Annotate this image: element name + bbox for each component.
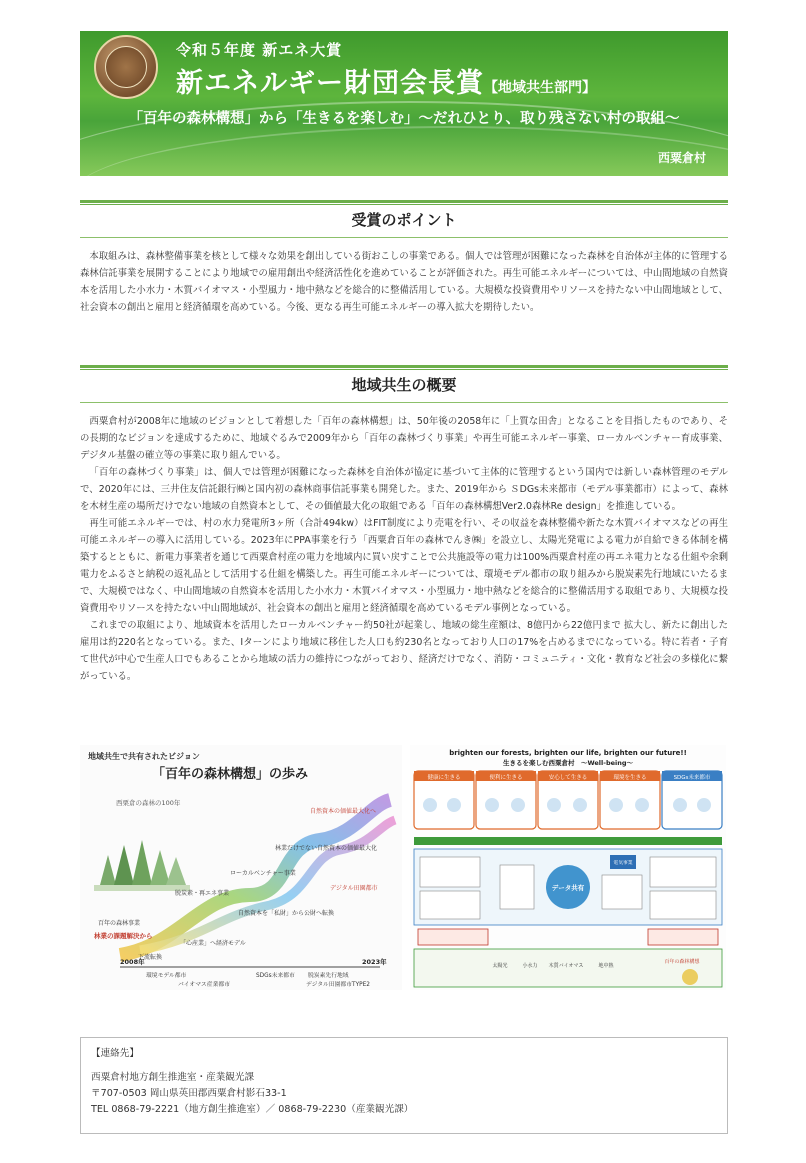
- overview-paragraph: これまでの取組により、地域資本を活用したローカルベンチャー約50社が起業し、地域の総生産額は、8億円から22億円まで 拡大し、新たに創出した雇用は約220名となっている。また、Iターンにより地域に移住した人口も約230名となっており人口の17%を占めるまでになっている。特に若者・子育て世代が中心で生産人口でもあることから地域の活力の維持につながっており、経済だけでなく、消防・コミュニティ・文化・教育など社会の多様化に繋がっている。: [80, 620, 728, 682]
- box-label: 健康に生きる: [427, 775, 461, 781]
- box-label: 太陽光: [492, 963, 508, 969]
- box-label: 地中熱: [598, 963, 614, 969]
- overview-body: [80, 413, 728, 685]
- forest-illustration: [94, 840, 190, 891]
- award-subtitle: 令和５年度 新エネ大賞: [176, 41, 343, 59]
- points-paragraph: 本取組みは、森林整備事業を核として様々な効果を創出している街おこしの事業である。個人では管理が困難になった森林を自治体が主体的に管理する森林信託事業を展開することにより地域での雇用創出や経済活性化を進めていることが評価された。再生可能エネルギーについては、中山間地域の自然資本を活用した小水力・木質バイオマス・小型風力・地中熱などを総合的に整備活用している。大規模な投資費用やリソースを持たない中山間地域として、社会資本の創出と雇用と経済循環を高めている。今後、更なる再生可能エネルギーの導入拡大を期待したい。: [80, 251, 728, 313]
- caption-title: 「百年の森林構想」の歩み: [152, 767, 309, 782]
- box-label: 電気事業: [613, 861, 633, 866]
- points-heading: 受賞のポイント: [351, 211, 457, 229]
- label-7: デジタル田園都市: [330, 885, 378, 892]
- contact-address: 〒707-0503 岡山県英田郡西粟倉村影石33-1: [91, 1088, 287, 1099]
- label-6: 自然資本を「私財」から公財へ転換: [238, 910, 335, 917]
- contact-tel: TEL 0868-79-2221（地方創生推進室）／ 0868-79-2230（産業観光課）: [91, 1104, 414, 1115]
- label-8: 「心産業」へ経済モデル: [180, 940, 246, 947]
- overview-paragraph: 西粟倉村が2008年に地域のビジョンとして着想した「百年の森林構想」は、50年後の2058年に「上質な田舎」となることを目指したものであり、その長期的なビジョンを達成するために、地域ぐるみで2009年から「百年の森林づくり事業」や再生可能エネルギー事業、ローカルベンチャー育成事業、デジタル基盤の確立等の事業に取り組んでいる。: [80, 416, 728, 461]
- box-label: 小水力: [522, 963, 538, 969]
- box-label: 安心して生きる: [548, 775, 588, 781]
- overview-paragraph: 「百年の森林づくり事業」は、個人では管理が困難になった森林を自治体が協定に基づいて主体的に管理するという国内では新しい森林管理のモデルで、2020年には、三井住友信託銀行㈱と国内初の森林商事信託事業も開発した。また、2019年から ＳDGs未来都市（モデル事業都市）によって、森林を木材生産の場所だけでない地域の自然資本として、その価値最大化の取組である「百年の森林構想Ver2.0森林Re design」を推進している。: [80, 467, 728, 512]
- center-label: データ共有: [551, 884, 585, 892]
- award-seal-icon: [94, 35, 158, 99]
- box-label: 便利に生きる: [489, 775, 523, 781]
- award-banner: [80, 31, 728, 176]
- label-2: ローカルベンチャー事業: [230, 870, 296, 877]
- box-label: 環境を生きる: [613, 775, 647, 781]
- points-body: [80, 248, 728, 316]
- contact-label: 【連絡先】: [91, 1048, 139, 1059]
- award-headline: 「百年の森林構想」から「生きるを楽しむ」～だれひとり、取り残さない村の取組～: [128, 110, 680, 127]
- timeline-start: 2008年: [120, 958, 145, 966]
- timeline-item: 環境モデル都市: [146, 973, 187, 979]
- award-title-text: 新エネルギー財団会長賞: [176, 68, 484, 99]
- label-0: 林業の課題解決から: [94, 932, 153, 940]
- label-5: 林業だけでない自然資本の価値最大化: [275, 845, 378, 852]
- timeline-item: デジタル田園都市TYPE2: [306, 982, 370, 988]
- wellbeing-diagram-figure: [410, 745, 726, 990]
- wellbeing-diagram-graphic: [410, 745, 726, 990]
- contact-org: 西粟倉村地方創生推進室・産業観光課: [91, 1072, 255, 1083]
- label-4: 自然資本の価値最大化へ: [310, 808, 377, 815]
- green-band: [414, 837, 722, 845]
- overview-heading: 地域共生の概要: [351, 376, 457, 394]
- label-1: 百年の森林事業: [98, 920, 141, 927]
- vision-timeline-figure: [80, 745, 402, 990]
- award-dept: 【地域共生部門】: [484, 80, 596, 96]
- overview-header: [80, 365, 728, 403]
- timeline-item: 脱炭素先行地域: [308, 973, 349, 979]
- forest-label: 西栗倉の森林の100年: [116, 799, 181, 807]
- vision-timeline-graphic: [80, 745, 402, 990]
- award-title: [176, 61, 596, 100]
- diagram-subtitle: 生きるを楽しむ西粟倉村 ～Well-being～: [502, 759, 634, 767]
- label-9: 下流転換: [138, 954, 163, 961]
- label-3: 脱炭素・再エネ事業: [175, 890, 230, 897]
- contact-box: [80, 1037, 728, 1134]
- timeline-item: バイオマス産業都市: [178, 982, 230, 988]
- points-header: [80, 200, 728, 238]
- award-recipient: 西粟倉村: [657, 151, 706, 165]
- box-label: 百年の森林構想: [664, 959, 700, 965]
- box-label: 木質バイオマス: [548, 963, 584, 969]
- timeline-end: 2023年: [362, 958, 387, 966]
- box-label: SDGs未来都市: [673, 775, 711, 781]
- timeline-item: SDGs未来都市: [256, 973, 295, 979]
- caption-small: 地域共生で共有されたビジョン: [88, 752, 200, 761]
- diagram-title: brighten our forests, brighten our life, brighten our future!!: [449, 749, 687, 757]
- overview-paragraph: 再生可能エネルギーでは、村の水力発電所3ヶ所（合計494kw）はFIT制度により売電を行い、その収益を森林整備や新たな木質バイオマスなどの再生可能エネルギーの導入に活用している。2023年にPPA事業を行う「西粟倉百年の森林でんき㈱」を設立し、太陽光発電による電力が自給できる体制を構築するとともに、新電力事業者を通じて西粟倉村産の電力を地域内に買い戻すことで公共施設等の電力は100%西粟倉村産の再エネ電力となる仕組や余剰電力をふるさと納税の返礼品として活用する仕組を構築した。再生可能エネルギーについては、環境モデル都市の取り組みから脱炭素先行地域にいたるまで、大規模ではなく、中山間地域の自然資本を活用した小水力・木質バイオマス・小型風力・地中熱などを総合的に整備活用する取組であり、大規模な投資費用やリソースを持たない中山間地域が、社会資本の創出と雇用と経済循環を高めているモデル事例となっている。: [80, 518, 728, 614]
